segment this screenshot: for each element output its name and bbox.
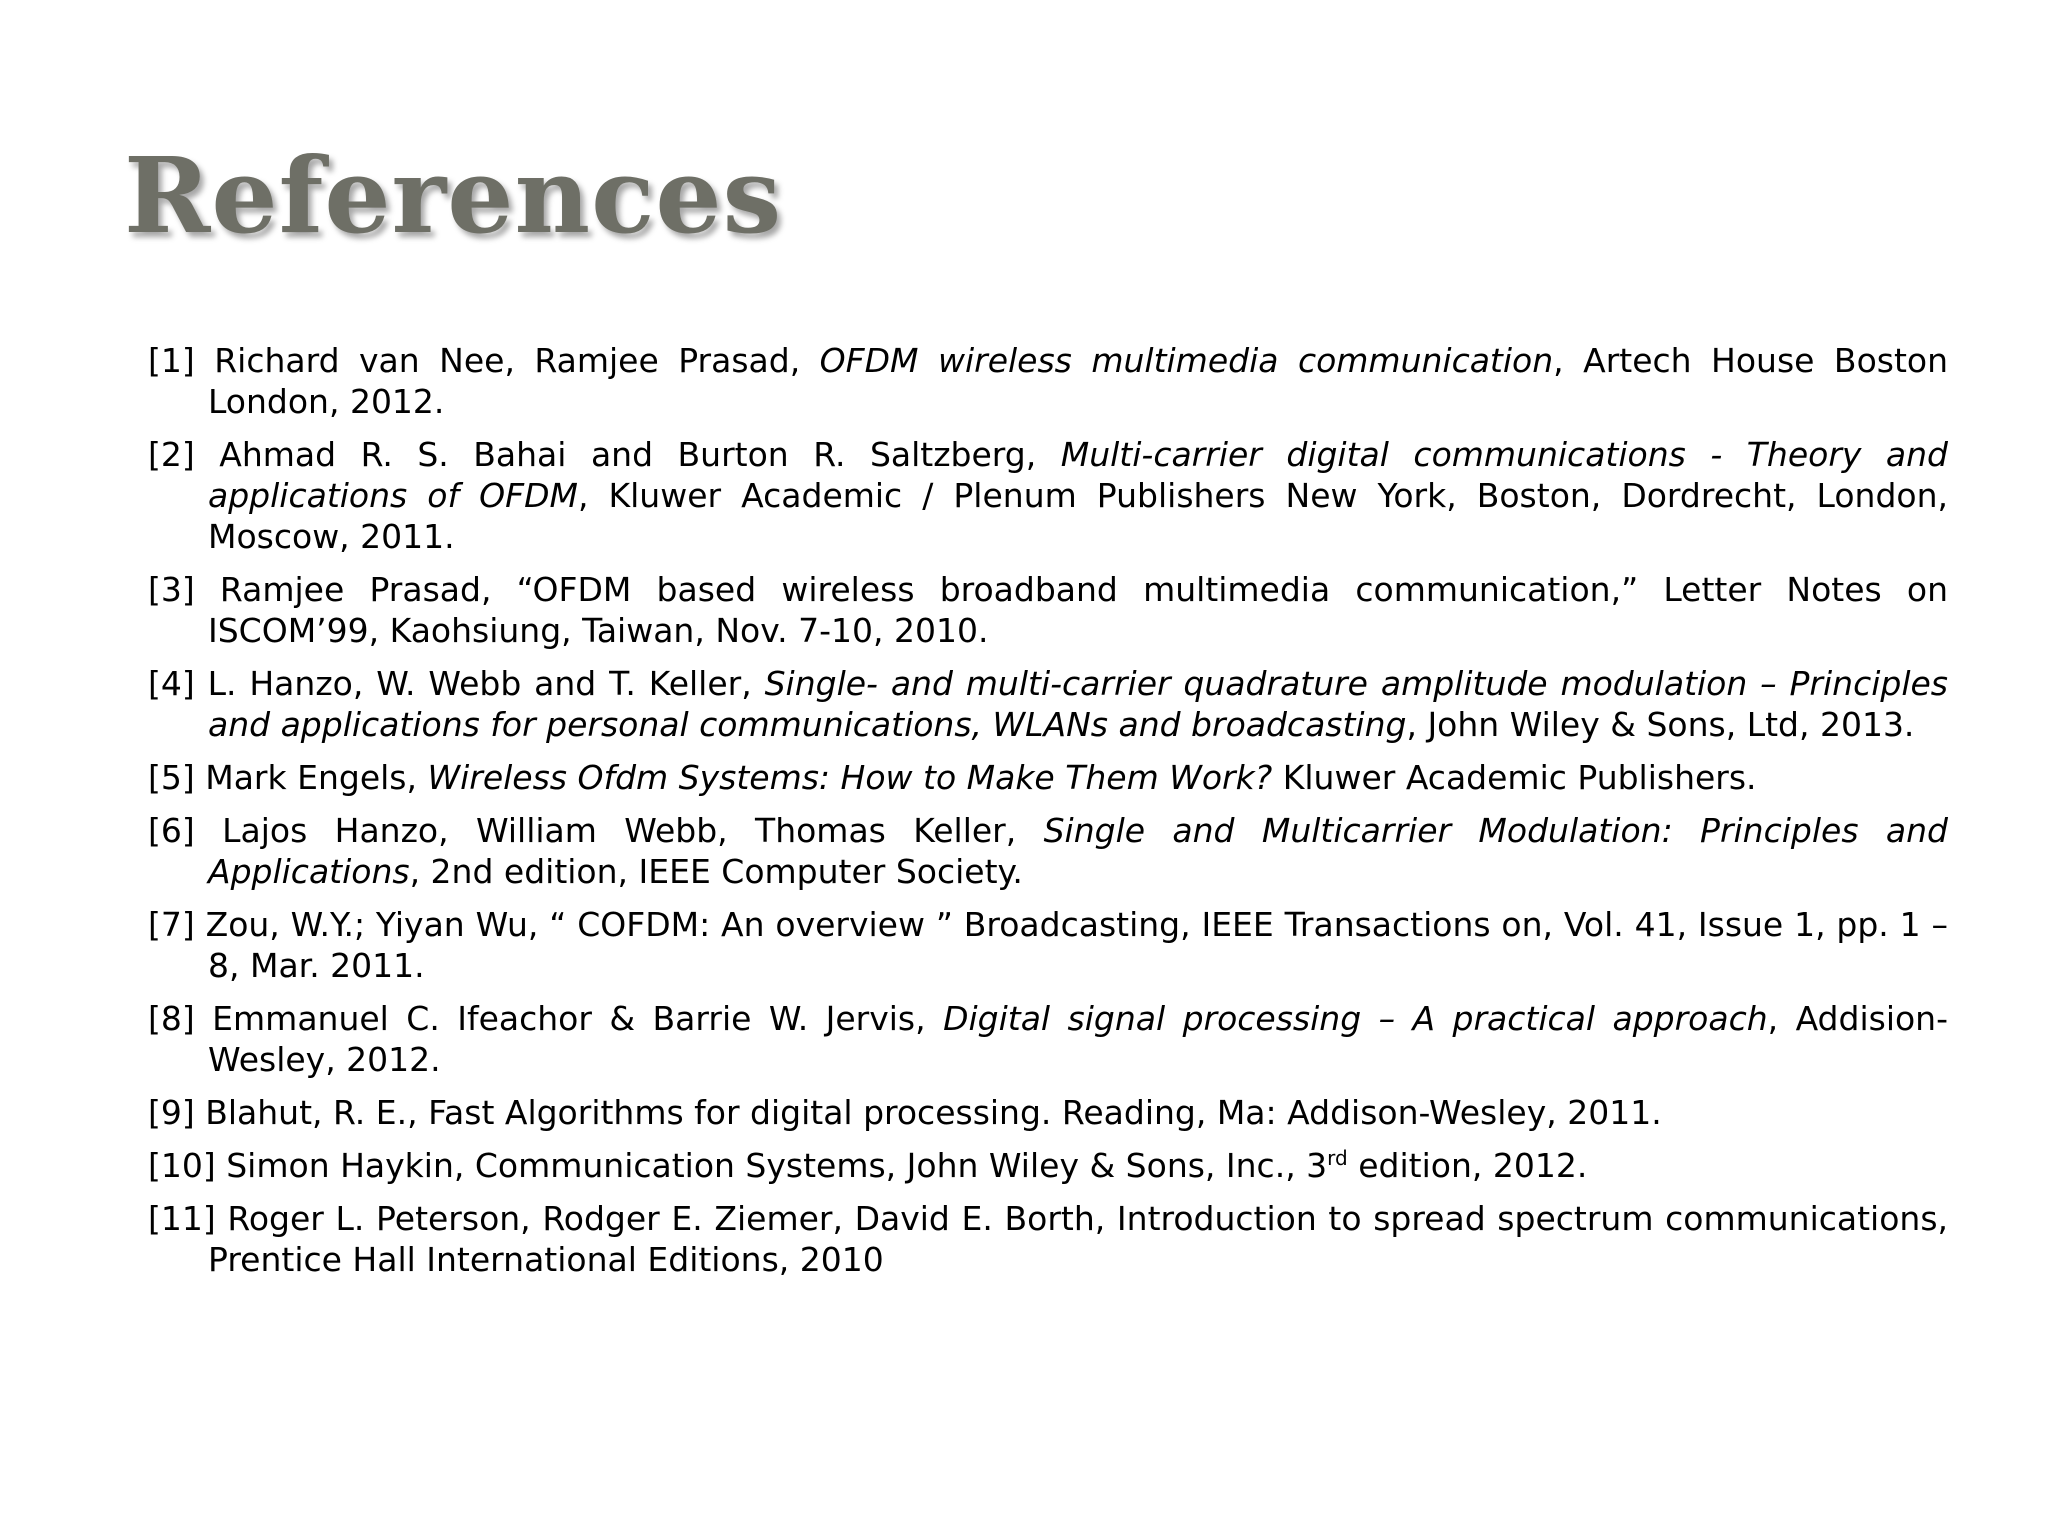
reference-number: [6] (148, 811, 195, 850)
reference-publisher: edition, 2012. (1347, 1146, 1588, 1185)
reference-item (148, 663, 1948, 745)
reference-publisher: , 2nd edition, IEEE Computer Society. (409, 852, 1023, 891)
reference-number: [9] (148, 1093, 195, 1132)
reference-number: [10] (148, 1146, 216, 1185)
reference-text: Mark Engels, (194, 758, 428, 797)
reference-text: Ramjee Prasad, “OFDM based wireless broadband multimedia communication,” Letter Notes on ISCOM’99, Kaohsiung, Taiwan, Nov. 7-10, 2010. (194, 570, 1948, 650)
reference-text: Simon Haykin, Communication Systems, John Wiley & Sons, Inc., 3 (215, 1146, 1328, 1185)
reference-title: Digital signal processing – A practical approach (943, 999, 1768, 1038)
reference-item (148, 998, 1948, 1080)
reference-publisher: Kluwer Academic Publishers. (1272, 758, 1757, 797)
reference-item (148, 810, 1948, 892)
reference-number: [11] (148, 1199, 216, 1238)
reference-item (148, 1092, 1948, 1133)
reference-text: Ahmad R. S. Bahai and Burton R. Saltzberg, (194, 435, 1061, 474)
reference-title: Single- and multi-carrier quadrature amplitude modulation – Principles and applications for personal communications, WLANs and broadcasting (208, 664, 1948, 744)
reference-list (148, 340, 1948, 1292)
reference-publisher: , Kluwer Academic / Plenum Publishers New York, Boston, Dordrecht, London, Moscow, 2011. (208, 476, 1948, 556)
reference-publisher: , John Wiley & Sons, Ltd, 2013. (1406, 705, 1915, 744)
reference-text: Blahut, R. E., Fast Algorithms for digital processing. Reading, Ma: Addison-Wesley, 2011. (194, 1093, 1662, 1132)
reference-text: Roger L. Peterson, Rodger E. Ziemer, David E. Borth, Introduction to spread spectrum communications, Prentice Hall International Editions, 2010 (208, 1199, 1948, 1279)
reference-number: [4] (148, 664, 195, 703)
reference-text: L. Hanzo, W. Webb and T. Keller, (194, 664, 765, 703)
reference-item (148, 434, 1948, 557)
reference-item (148, 1198, 1948, 1280)
reference-item (148, 569, 1948, 651)
reference-item (148, 904, 1948, 986)
reference-title: Wireless Ofdm Systems: How to Make Them Work? (427, 758, 1273, 797)
superscript: rd (1327, 1146, 1348, 1170)
reference-title: Single and Multicarrier Modulation: Principles and Applications (208, 811, 1948, 891)
reference-number: [8] (148, 999, 195, 1038)
reference-publisher: , Artech House Boston London, 2012. (208, 341, 1948, 421)
reference-item (148, 757, 1948, 798)
reference-item (148, 340, 1948, 422)
reference-title: OFDM wireless multimedia communication (819, 341, 1554, 380)
reference-title: Multi-carrier digital communications - Theory and applications of OFDM (208, 435, 1949, 515)
reference-item (148, 1145, 1948, 1186)
reference-text: Richard van Nee, Ramjee Prasad, (194, 341, 820, 380)
reference-number: [1] (148, 341, 195, 380)
reference-text: Lajos Hanzo, William Webb, Thomas Keller, (194, 811, 1044, 850)
page-title: References (124, 134, 783, 257)
reference-publisher: , Addision-Wesley, 2012. (208, 999, 1948, 1079)
reference-number: [5] (148, 758, 195, 797)
reference-number: [2] (148, 435, 195, 474)
reference-number: [7] (148, 905, 195, 944)
reference-number: [3] (148, 570, 195, 609)
reference-text: Emmanuel C. Ifeachor & Barrie W. Jervis, (194, 999, 944, 1038)
reference-text: Zou, W.Y.; Yiyan Wu, “ COFDM: An overview ” Broadcasting, IEEE Transactions on, Vol. 41, Issue 1, pp. 1 –8, Mar. 2011. (194, 905, 1948, 985)
